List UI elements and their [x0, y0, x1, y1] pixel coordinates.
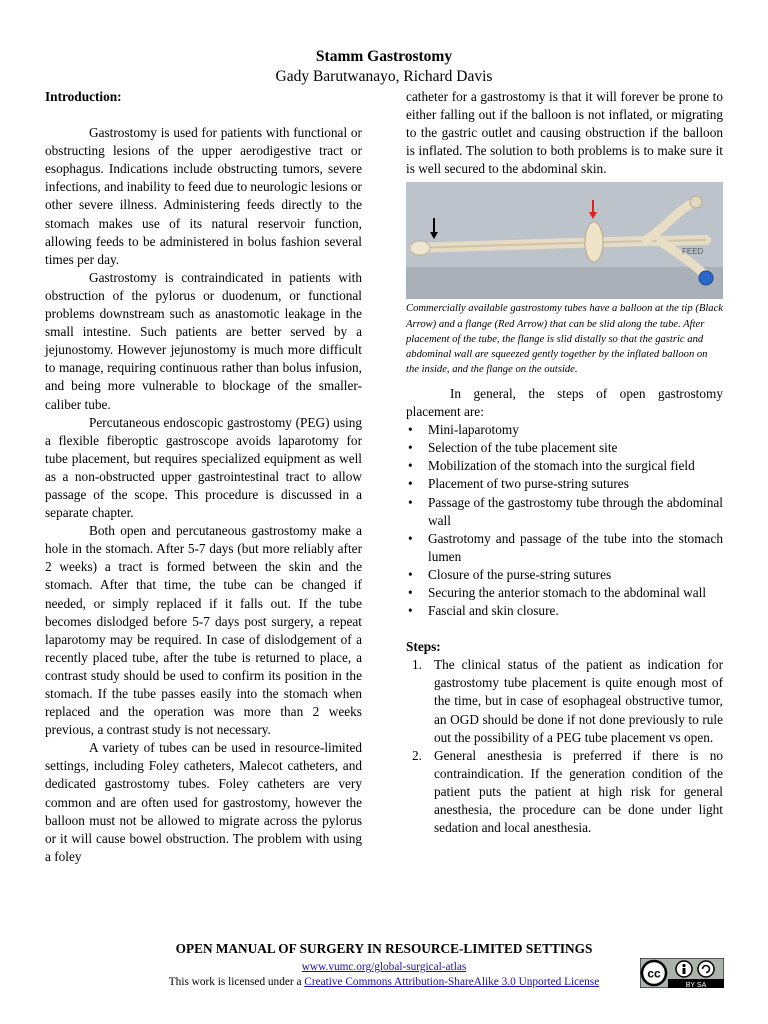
tube-illustration	[406, 182, 723, 299]
list-item: • Gastrotomy and passage of the tube into the stomach lumen	[406, 530, 723, 566]
left-column	[45, 88, 362, 866]
steps-overview-list	[406, 421, 723, 620]
intro-paragraph-3: Percutaneous endoscopic gastrostomy (PEG) using a flexible fiberoptic gastroscope avoids laparotomy for tube placement, but requires specialized equipment as well as a non-obstructed upper gastrointestinal tract to allow passage of the scope. This procedure is discussed in a separate chapter.	[45, 414, 362, 521]
step-item	[406, 656, 723, 746]
gastrostomy-tube-photo	[406, 182, 723, 299]
step-number: 1.	[412, 657, 422, 673]
page-title: Stamm Gastrostomy	[315, 48, 453, 65]
intro-paragraph-4: Both open and percutaneous gastrostomy make a hole in the stomach. After 5-7 days (but more reliably after 2 weeks) a tract is formed between the skin and the stomach. After that time, the tube can be changed if needed, or simply replaced if it falls out. If the tube becomes dislodged before 5-7 days post surgery, a repeat laparotomy may be required. In case of dislodgement of a recently placed tube, after the tube is returned to place, a contrast study should be used to confirm its position in the stomach. If the tube passes easily into the stomach when replaced and the operation was more than 2 weeks previous, a contrast study is not necessary.	[45, 523, 362, 738]
list-item: • Mini-laparotomy	[406, 421, 723, 439]
steps-heading: Steps:	[406, 639, 441, 655]
cc-license-icon	[640, 958, 724, 988]
general-steps-intro: In general, the steps of open gastrostomy placement are:	[406, 385, 723, 420]
intro-paragraph-2: Gastrostomy is contraindicated in patients with obstruction of the pylorus or duodenum, or functional problems downstream such as anastomotic leakage in the small intestine. Such patients are better served by a jejunostomy. However jejunostomy is much more difficult to manage, requiring continuous rather than bolus infusion, and being more vulnerable to blockage of the smaller-caliber tube.	[45, 269, 362, 412]
cc-by-sa-badge[interactable]	[640, 958, 724, 988]
intro-paragraph-5: A variety of tubes can be used in resource-limited settings, including Foley catheters, Malecot catheters, and dedicated gastrostomy tubes. Foley catheters are very common and are often used for gastrostomy, however the balloon must not be allowed to migrate across the pylorus or it will cause bowel obstruction. The problem with using a foley	[45, 740, 362, 864]
svg-text:cc: cc	[647, 966, 661, 981]
list-item: • Closure of the purse-string sutures	[406, 566, 723, 584]
right-column	[406, 88, 723, 837]
page-header	[0, 47, 768, 87]
atlas-link[interactable]: www.vumc.org/global-surgical-atlas	[301, 961, 467, 973]
step-text: General anesthesia is preferred if there is no contraindication. If the generation condition of the patient puts the patient at high risk for general anesthesia, the procedure can be done under light sedation and local anesthesia.	[434, 747, 723, 836]
introduction-heading: Introduction:	[45, 89, 122, 104]
step-item	[406, 747, 723, 837]
license-link[interactable]: Creative Commons Attribution-ShareAlike 3.0 Unported License	[304, 976, 600, 988]
list-item: • Mobilization of the stomach into the surgical field	[406, 457, 723, 475]
list-item: • Selection of the tube placement site	[406, 439, 723, 457]
continuation-paragraph: catheter for a gastrostomy is that it will forever be prone to either falling out if the balloon is not inflated, or migrating to the gastric outlet and causing obstruction if the balloon is inflated. The solution to both problems is to make sure it is well secured to the abdominal skin.	[406, 89, 723, 177]
footer-title: OPEN MANUAL OF SURGERY IN RESOURCE-LIMITED SETTINGS	[175, 941, 593, 956]
list-item: • Securing the anterior stomach to the abdominal wall	[406, 584, 723, 602]
intro-paragraph-1: Gastrostomy is used for patients with functional or obstructing lesions of the upper aerodigestive tract or esophagus. Indications include obstructing tumors, severe infections, and inability to feed due to neurologic lesions or other severe illness. Administering feeds directly to the stomach makes use of its natural reservoir function, allowing feeds to be administered in bolus fashion several times per day.	[45, 125, 362, 267]
list-item: • Fascial and skin closure.	[406, 602, 723, 620]
feed-label: FEED	[682, 247, 704, 257]
authors: Gady Barutwanayo, Richard Davis	[275, 68, 493, 85]
list-item: • Passage of the gastrostomy tube through the abdominal wall	[406, 494, 723, 530]
license-prefix: This work is licensed under a	[168, 976, 305, 988]
badge-text: BY SA	[685, 982, 707, 988]
steps-list	[406, 656, 723, 837]
step-text: The clinical status of the patient as indication for gastrostomy tube placement is quite enough most of the time, but in case of esophageal obstructive tumor, an OGD should be done if not done previously to rule out the possibility of a PEG tube placement vs open.	[434, 657, 723, 745]
step-number: 2.	[412, 747, 422, 763]
photo-caption: Commercially available gastrostomy tubes have a balloon at the tip (Black Arrow) and a flange (Red Arrow) that can be slid along the tube. After placement of the tube, the flange is slid distally so that the gastric and abdominal wall are squeezed gently together by the inflated balloon on the inside, and the flange on the outside.	[406, 303, 723, 375]
list-item: • Placement of two purse-string sutures	[406, 475, 723, 493]
